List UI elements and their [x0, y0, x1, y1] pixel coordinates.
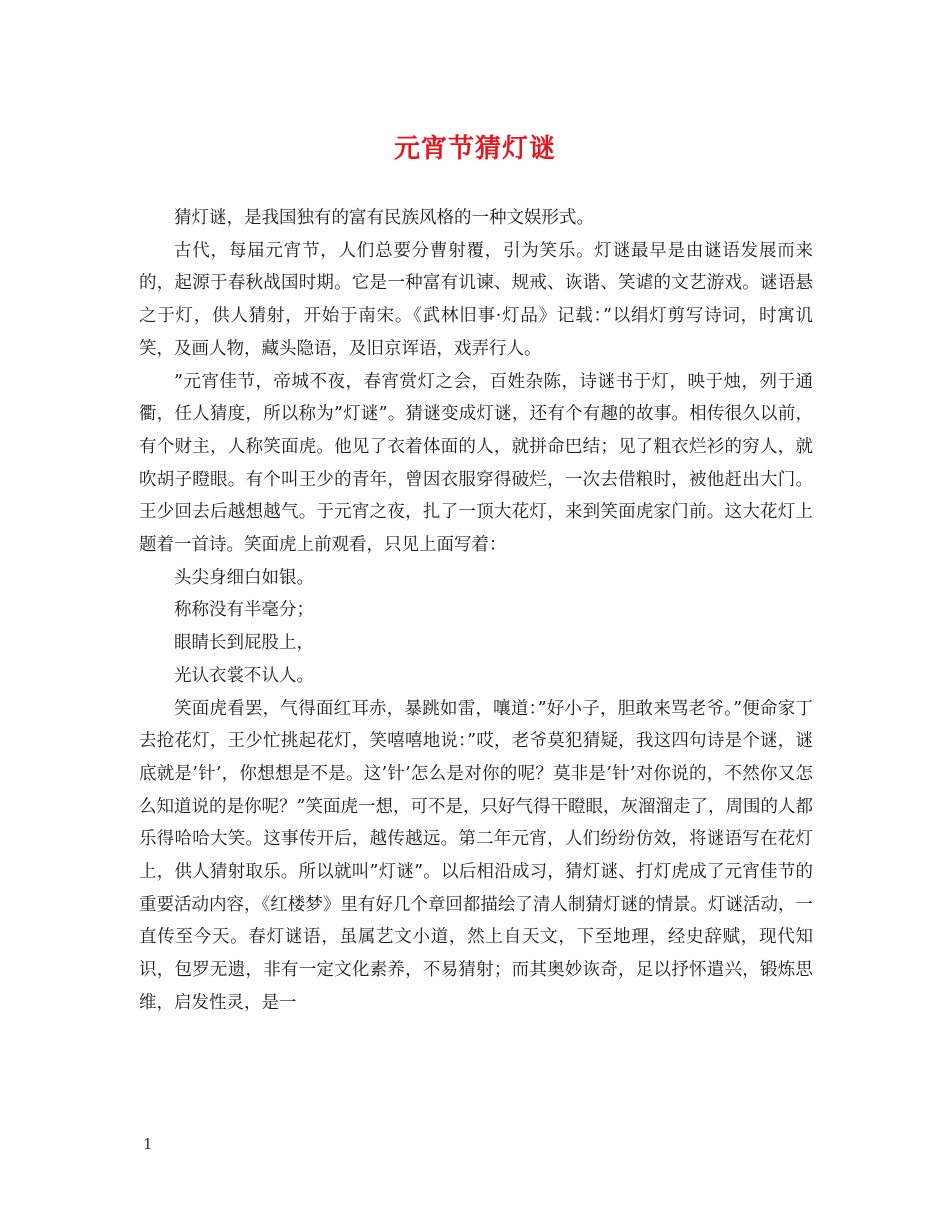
- poem-line-1: 头尖身细白如银。: [174, 567, 314, 588]
- paragraph-intro: 猜灯谜，是我国独有的富有民族风格的一种文娱形式。: [174, 208, 594, 228]
- paragraph-history: 古代，每届元宵节，人们总要分曹射覆，引为笑乐。灯谜最早是由谜语发展而来的，起源于春秋战国时期。它是一种富有讥谏、规戒、诙谐、笑谑的文艺游戏。谜语悬之于灯，供人猜射，开始于南宋。《武林旧事·灯品》记载：”以绢灯剪写诗词，时寓讥笑，及画人物，藏头隐语，及旧京诨语，戏弄行人。: [139, 240, 813, 359]
- poem-line-4: 光认衣裳不认人。: [174, 665, 314, 686]
- paragraph-conclusion: 笑面虎看罢，气得面红耳赤，暴跳如雷，嚷道：”好小子，胆敢来骂老爷。”便命家丁去抢花灯，王少忙挑起花灯，笑嘻嘻地说：”哎，老爷莫犯猜疑，我这四句诗是个谜，谜底就是’针’，你想想是不是。这’针’怎么是对你的呢？莫非是’针’对你说的，不然你又怎么知道说的是你呢？”笑面虎一想，可不是，只好气得干瞪眼，灰溜溜走了，周围的人都乐得哈哈大笑。这事传开后，越传越远。第二年元宵，人们纷纷仿效，将谜语写在花灯上，供人猜射取乐。所以就叫”灯谜”。以后相沿成习，猜灯谜、打灯虎成了元宵佳节的重要活动内容，《红楼梦》里有好几个章回都描绘了清人制猜灯谜的情景。灯谜活动，一直传至今天。春灯谜语，虽属艺文小道，然上自天文，下至地理，经史辞赋，现代知识，包罗无遗，非有一定文化素养，不易猜射；而其奥妙诙奇，足以抒怀遣兴，锻炼思维，启发性灵，是一: [139, 698, 813, 1013]
- poem-line-3: 眼睛长到屁股上，: [174, 633, 314, 654]
- document-title: 元宵节猜灯谜: [393, 134, 556, 164]
- poem-line-2: 称称没有半毫分；: [174, 600, 314, 621]
- paragraph-story: ”元宵佳节，帝城不夜，春宵赏灯之会，百姓杂陈，诗谜书于灯，映于烛，列于通衢，任人猜度，所以称为”灯谜”。猜谜变成灯谜，还有个有趣的故事。相传很久以前，有个财主，人称笑面虎。他见了衣着体面的人，就拼命巴结；见了粗衣烂衫的穷人，就吹胡子瞪眼。有个叫王少的青年，曾因衣服穿得破烂，一次去借粮时，被他赶出大门。王少回去后越想越气。于元宵之夜，扎了一顶大花灯，来到笑面虎家门前。这大花灯上题着一首诗。笑面虎上前观看，只见上面写着：: [139, 371, 813, 556]
- page-number: 1: [143, 1135, 153, 1153]
- document-body: [139, 202, 813, 1020]
